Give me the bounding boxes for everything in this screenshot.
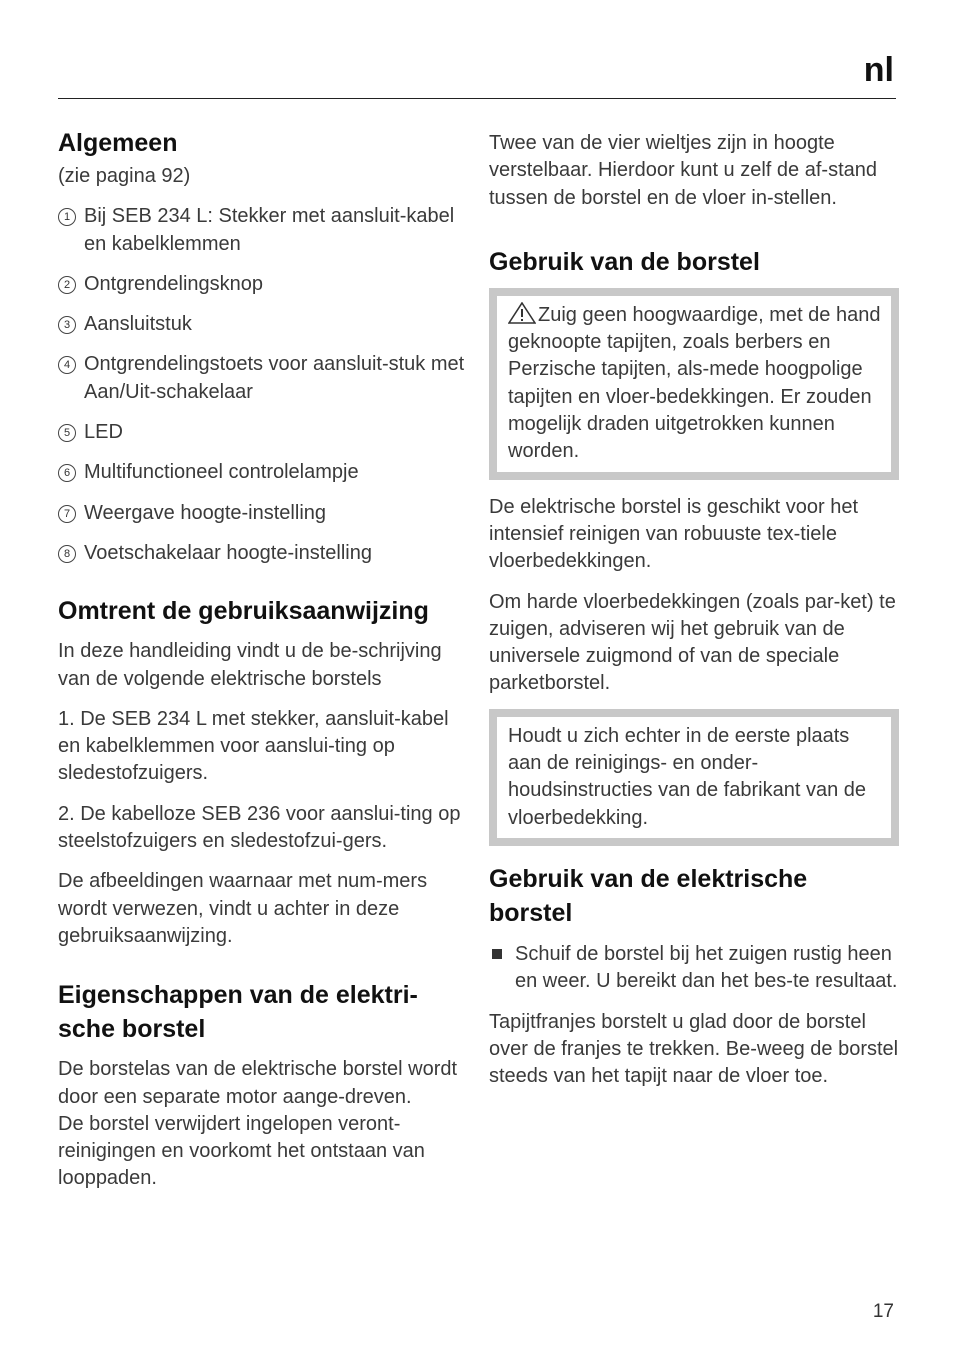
list-item-text: Aansluitstuk [84, 313, 192, 336]
warning-box [489, 288, 899, 480]
note-text: Houdt u zich echter in de eerste plaats aan de reinigings- en onder-houdsinstructies van de fabrikant van de vloerbedekking. [508, 724, 866, 829]
list-item [58, 351, 468, 406]
list-item-text: Voetschakelaar hoogte-instelling [84, 541, 372, 564]
list-item-text: Multifunctioneel controlelampje [84, 461, 359, 484]
heading-eigenschappen: Eigenschappen van de elektri-sche borstel [58, 981, 418, 1044]
warning-triangle-icon [508, 302, 536, 324]
list-item [58, 419, 468, 446]
paragraph: Om harde vloerbedekkingen (zoals par-ket) te zuigen, adviseren wij het gebruik van de universele zuigmond of van de speciale parketborstel. [489, 590, 896, 695]
list-item-text: Bij SEB 234 L: Stekker met aansluit-kabel en kabelklemmen [84, 205, 455, 255]
number-badge: 7 [58, 505, 76, 523]
number-badge: 1 [58, 208, 76, 226]
paragraph: De afbeeldingen waarnaar met num-mers wordt verwezen, vindt u achter in deze gebruiksaanwijzing. [58, 870, 428, 947]
list-item [58, 203, 468, 258]
list-item [58, 540, 468, 567]
paragraph: De borstel verwijdert ingelopen veront-reinigingen en voorkomt het ontstaan van looppaden. [58, 1112, 425, 1190]
number-badge: 4 [58, 356, 76, 374]
number-badge: 8 [58, 545, 76, 563]
paragraph: De elektrische borstel is geschikt voor het intensief reinigen van robuuste tex-tiele vloerbedekkingen. [489, 495, 859, 573]
number-badge: 5 [58, 424, 76, 442]
list-item-text: LED [84, 421, 123, 444]
number-badge: 3 [58, 316, 76, 334]
page-reference: (zie pagina 92) [58, 165, 191, 187]
bullet-text: Schuif de borstel bij het zuigen rustig heen en weer. U bereikt dan het bes-te resultaat. [515, 942, 898, 993]
list-item [58, 459, 468, 486]
list-item-text: Ontgrendelingstoets voor aansluit-stuk met Aan/Uit-schakelaar [84, 353, 465, 403]
note-box [489, 709, 899, 846]
list-item-text: Weergave hoogte-instelling [84, 501, 327, 524]
heading-elektrisch: Gebruik van de elektrische borstel [489, 864, 808, 927]
number-badge: 2 [58, 276, 76, 294]
bullet-square-icon [492, 949, 502, 959]
paragraph: In deze handleiding vindt u de be-schrijving van de volgende elektrische borstels [58, 640, 442, 690]
list-item [58, 500, 468, 527]
heading-gebruik: Gebruik van de borstel [489, 247, 760, 276]
list-item [58, 271, 468, 298]
number-badge: 6 [58, 464, 76, 482]
paragraph: Twee van de vier wieltjes zijn in hoogte verstelbaar. Hierdoor kunt u zelf de af-stand tussen de borstel en de vloer in-stellen. [489, 132, 877, 209]
language-label: nl [863, 51, 894, 89]
warning-body: Zuig geen hoogwaardige, met de hand geknoopte tapijten, zoals berbers en Perzische tapijten, als-mede hoogpolige tapijten en vloer-bedekkingen. Er zouden mogelijk draden uitgetrokken kunnen worden. [508, 303, 881, 463]
paragraph: De borstelas van de elektrische borstel wordt door een separate motor aange-dreven. [58, 1058, 458, 1108]
heading-omtrent: Omtrent de gebruiksaanwijzing [58, 597, 429, 626]
list-item-text: Ontgrendelingsknop [84, 272, 264, 295]
page-number: 17 [872, 1301, 894, 1322]
paragraph: 2. De kabelloze SEB 236 voor aanslui-ting op steelstofzuigers en sledestofzui-gers. [58, 802, 461, 853]
paragraph: 1. De SEB 234 L met stekker, aansluit-kabel en kabelklemmen voor aanslui-ting op sledestofzuigers. [58, 707, 449, 785]
header-rule [58, 98, 896, 99]
paragraph: Tapijtfranjes borstelt u glad door de borstel over de franjes te trekken. Be-weeg de borstel steeds van het tapijt naar de vloer toe. [489, 1010, 899, 1088]
warning-text [508, 302, 881, 466]
heading-algemeen: Algemeen [58, 129, 178, 157]
bullet-item [489, 941, 899, 996]
left-column [58, 126, 468, 1193]
right-column [489, 130, 899, 1090]
parts-list [58, 203, 468, 567]
list-item [58, 311, 468, 338]
